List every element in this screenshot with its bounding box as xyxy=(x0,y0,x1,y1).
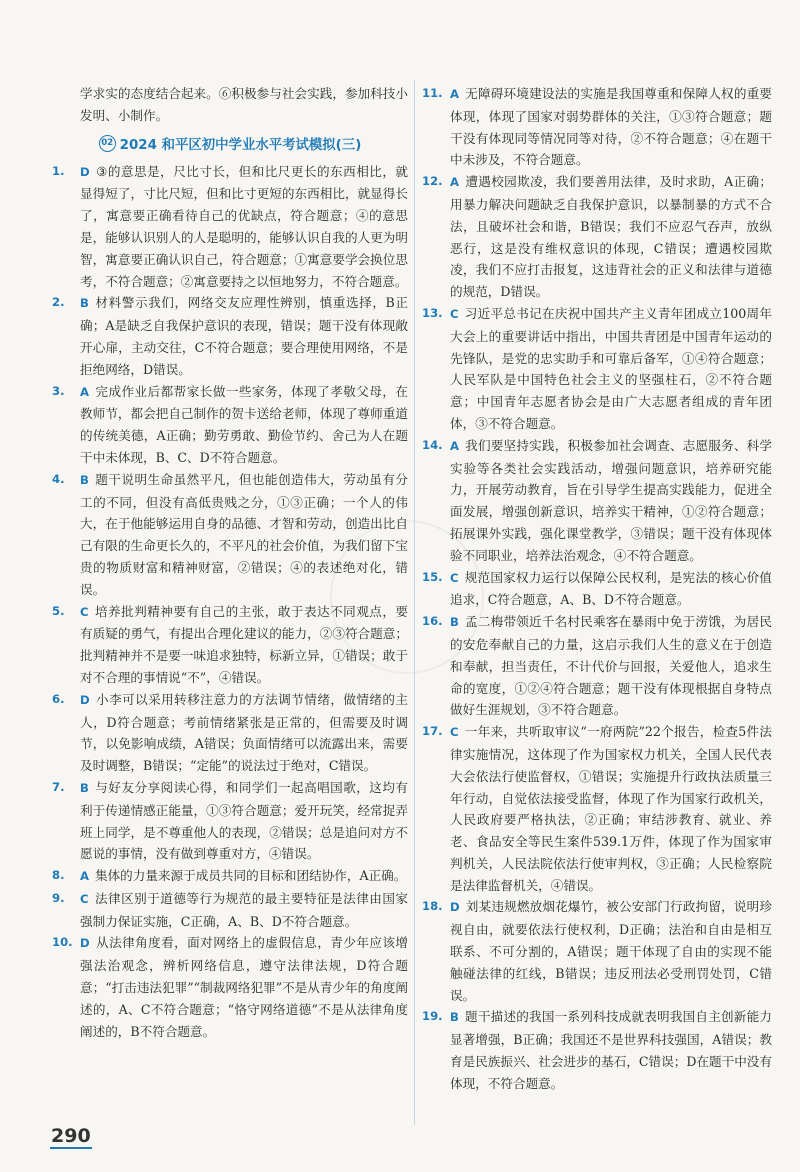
answer-letter: A xyxy=(450,438,459,453)
explanation-text: 培养批判精神要有自己的主张，敢于表达不同观点，要有质疑的勇气，有提出合理化建议的能力，②③符合题意；批判精神并不是要一味追求独特，标新立异，①错误；敢于对不合理的事情说“不”，④错误。 xyxy=(80,603,408,685)
item-number: 11. xyxy=(422,86,443,100)
item-number: 1. xyxy=(52,163,65,178)
answer-item xyxy=(422,721,772,896)
answer-item xyxy=(422,896,772,1006)
explanation-text: 遭遇校园欺凌，我们要善用法律，及时求助，A正确；用暴力解决问题缺乏自我保护意识，以暴制暴的方式不合法，且破坏社会和谐，B错误；我们不应忍气吞声，放纵恶行，这是没有维权意识的体现，C错误；遭遇校园欺凌，我们不应打击报复，这违背社会的正义和法律与道德的规范，D错误。 xyxy=(450,174,772,300)
answer-item xyxy=(422,303,772,435)
item-number: 13. xyxy=(422,305,443,320)
answer-letter: C xyxy=(450,570,459,585)
answer-item xyxy=(52,865,408,888)
item-number: 12. xyxy=(422,174,443,189)
answer-item xyxy=(422,435,772,567)
item-number: 18. xyxy=(422,899,443,914)
item-number: 15. xyxy=(422,569,443,584)
item-number: 5. xyxy=(52,603,65,618)
answer-letter: A xyxy=(450,87,459,101)
item-number: 17. xyxy=(422,724,443,739)
answer-item xyxy=(52,777,408,865)
item-number: 19. xyxy=(422,1009,443,1024)
answer-item xyxy=(422,171,772,303)
explanation-text: 材料警示我们，网络交友应理性辨别，慎重选择，B正确；A是缺乏自我保护意识的表现，错误；题干没有体现敞开心扉，主动交往，C不符合题意；要合理使用网络，不是拒绝网络，D错误。 xyxy=(80,295,408,377)
item-number: 16. xyxy=(422,614,443,629)
answer-item xyxy=(52,888,408,933)
answer-letter: B xyxy=(80,296,89,311)
item-number: 2. xyxy=(52,295,65,310)
section-title: 2024 和平区初中学业水平考试模拟(三) xyxy=(119,137,362,153)
answer-letter: D xyxy=(80,936,90,951)
item-number: 3. xyxy=(52,383,65,398)
explanation-text: 完成作业后都帮家长做一些家务，体现了孝敬父母，在教师节，都会把自己制作的贺卡送给老师，体现了尊师重道的传统美德，A正确；勤劳勇敢、勤俭节约、舍己为人在题干中未体现，B、C、D不符合题意。 xyxy=(80,383,408,465)
answer-item xyxy=(422,83,772,171)
left-column xyxy=(52,83,408,1042)
section-heading xyxy=(52,134,408,153)
explanation-text: 习近平总书记在庆祝中国共产主义青年团成立100周年大会上的重要讲话中指出，中国共青团是中国青年运动的先锋队，是党的忠实助手和可靠后备军，①④符合题意；人民军队是中国特色社会主义的坚强柱石，②不符合题意；中国青年志愿者协会是由广大志愿者组成的青年团体，③不符合题意。 xyxy=(450,305,772,431)
answer-letter: B xyxy=(450,1010,459,1025)
explanation-text: 集体的力量来源于成员共同的目标和团结协作，A正确。 xyxy=(94,868,407,884)
answer-item xyxy=(52,932,408,1042)
answer-letter: A xyxy=(80,384,89,399)
answer-item xyxy=(52,689,408,777)
explanation-text: 题干描述的我国一系列科技成就表明我国自主创新能力显著增强，B正确；我国还不是世界科技强国，A错误；教育是民族振兴、社会进步的基石，C错误；D在题干中没有体现，不符合题意。 xyxy=(450,1009,772,1091)
item-number: 9. xyxy=(52,890,65,905)
item-number: 10. xyxy=(52,935,73,950)
answer-letter: A xyxy=(450,175,459,190)
answer-letter: B xyxy=(80,780,89,795)
answer-item xyxy=(52,601,408,689)
answer-letter: C xyxy=(80,891,89,906)
answer-item xyxy=(422,567,772,612)
item-number: 7. xyxy=(52,779,65,794)
answer-letter: C xyxy=(80,604,89,619)
answer-letter: D xyxy=(450,900,460,915)
explanation-text: 孟二梅带领近千名村民乘客在暴雨中免于涝饿，为居民的安危奉献自己的力量，这启示我们人生的意义在于创造和奉献，担当责任，不计代价与回报，关爱他人，追求生命的宽度，①②④符合题意；题干没有体现根据自身特点做好生涯规划，③不符合题意。 xyxy=(450,614,772,718)
answer-item xyxy=(52,161,408,293)
item-number: 4. xyxy=(52,471,65,486)
item-number: 14. xyxy=(422,437,443,452)
explanation-text: 法律区别于道德等行为规范的最主要特征是法律由国家强制力保证实施，C正确，A、B、D不符合题意。 xyxy=(80,890,408,929)
answer-letter: D xyxy=(80,164,90,179)
answer-item xyxy=(422,611,772,721)
explanation-text: 我们要坚持实践，积极参加社会调查、志愿服务、科学实验等各类社会实践活动，增强问题意识，培养研究能力，开展劳动教育，旨在引导学生提高实践能力，促进全面发展，增强创新意识，培养实干精神，①②符合题意；拓展课外实践，强化课堂教学，③错误；题干没有体现体验不同职业，培养法治观念，④不符合题意。 xyxy=(450,437,772,563)
item-number: 8. xyxy=(52,868,65,883)
answer-item xyxy=(52,292,408,380)
section-number-badge: 02 xyxy=(99,135,116,152)
answer-letter: C xyxy=(450,306,459,321)
intro-text: 学求实的态度结合起来。⑥积极参与社会实践，参加科技小发明、小制作。 xyxy=(80,86,408,123)
right-column xyxy=(422,83,772,1095)
explanation-text: 无障碍环境建设法的实施是我国尊重和保障人权的重要体现，体现了国家对弱势群体的关注，①③符合题意；题干没有体现同等情况同等对待，②不符合题意；④在题干中未涉及，不符合题意。 xyxy=(450,86,772,168)
explanation-text: 一年来，共听取审议“一府两院”22个报告，检查5件法律实施情况，这体现了作为国家权力机关，全国人民代表大会依法行使监督权，①错误；实施提升行政执法质量三年行动，自觉依法接受监督，体现了作为国家行政机关，人民政府要严格执法，②正确；审结涉教育、就业、养老、食品安全等民生案件539.1万件，体现了作为国家审判机关，人民法院依法行使审判权，③正确；人民检察院是法律监督机关，④错误。 xyxy=(450,724,772,893)
explanation-text: 题干说明生命虽然平凡，但也能创造伟大，劳动虽有分工的不同，但没有高低贵贱之分，①③正确；一个人的伟大，在于他能够运用自身的品德、才智和劳动，创造出比自己有限的生命更长久的，不平凡的社会价值，为我们留下宝贵的物质财富和精神财富，②错误；④的表述绝对化，错误。 xyxy=(80,471,408,597)
answer-letter: B xyxy=(80,472,89,487)
answer-item xyxy=(422,1006,772,1094)
item-number: 6. xyxy=(52,691,65,706)
explanation-text: 与好友分享阅读心得，和同学们一起高唱国歌，这均有利于传递情感正能量，①③符合题意；爱开玩笑，经常捉弄班上同学，是不尊重他人的表现，②错误；总是追问对方不愿说的事情，没有做到尊重对方，④错误。 xyxy=(80,779,408,862)
explanation-text: ③的意思是，尺比寸长，但和比尺更长的东西相比，就显得短了，寸比尺短，但和比寸更短的东西相比，就显得长了，寓意要正确看待自己的优缺点，符合题意；④的意思是，能够认识别人的人是聪明的，能够认识自我的人更为明智，寓意要正确认识自己，符合题意；①寓意要学会换位思考，不符合题意；②寓意要持之以恒地努力，不符合题意。 xyxy=(80,163,408,289)
answer-item xyxy=(52,381,408,469)
answer-letter: B xyxy=(450,615,459,630)
page-number: 290 xyxy=(51,1125,91,1147)
explanation-text: 刘某违规燃放烟花爆竹，被公安部门行政拘留，说明珍视自由，就要依法行使权利，D正确；法治和自由是相互联系、不可分割的，A错误；题干体现了自由的实现不能触碰法律的红线，B错误；违反刑法必受刑罚处罚，C错误。 xyxy=(450,899,772,1003)
answer-item xyxy=(52,469,408,601)
answer-letter: D xyxy=(80,692,90,707)
explanation-text: 小李可以采用转移注意力的方法调节情绪，做情绪的主人，D符合题意；考前情绪紧张是正常的，但需要及时调节，以免影响成绩，A错误；负面情绪可以流露出来，需要及时调整，B错误；“定能”的说法过于绝对，C错误。 xyxy=(80,691,408,774)
explanation-text: 从法律角度看，面对网络上的虚假信息，青少年应该增强法治观念，辨析网络信息，遵守法律法规，D符合题意；“打击违法犯罪”“制裁网络犯罪”不是从青少年的角度阐述的，A、C不符合题意；“恪守网络道德”不是从法律角度阐述的，B不符合题意。 xyxy=(80,935,409,1039)
answer-letter: A xyxy=(80,869,89,884)
explanation-text: 规范国家权力运行以保障公民权利，是宪法的核心价值追求，C符合题意，A、B、D不符合题意。 xyxy=(450,569,772,608)
answer-letter: C xyxy=(450,725,459,740)
